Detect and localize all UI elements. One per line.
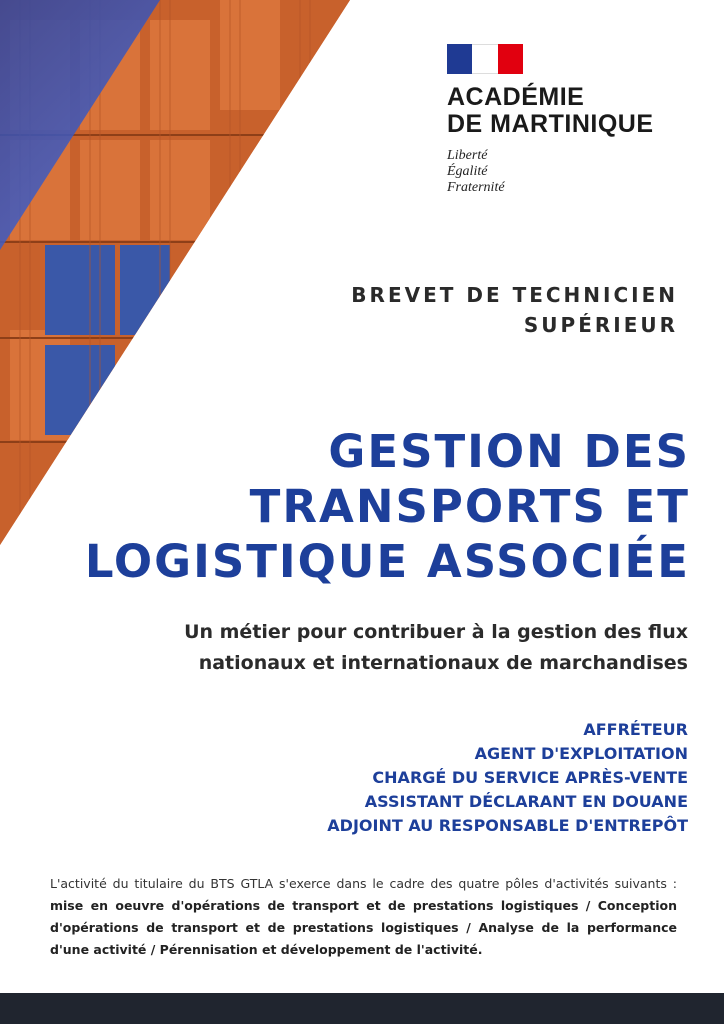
title-line1: GESTION DES [328, 425, 690, 478]
job-item: ADJOINT AU RESPONSABLE D'ENTREPÔT [327, 816, 688, 835]
activity-description [50, 873, 677, 961]
republique-flag-icon [447, 44, 523, 74]
job-item: AGENT D'EXPLOITATION [474, 744, 688, 763]
job-list [327, 718, 688, 838]
brevet-line1: BREVET DE TECHNICIEN [351, 283, 678, 307]
job-item: CHARGÉ DU SERVICE APRÈS-VENTE [372, 768, 688, 787]
diploma-title [85, 424, 690, 589]
academie-name-line1: ACADÉMIE [447, 83, 585, 111]
job-item: AFFRÉTEUR [583, 720, 688, 739]
description-intro: L'activité du titulaire du BTS GTLA s'exerce dans le cadre des quatre pôles d'activités suivants : [50, 875, 677, 891]
republic-motto [447, 148, 654, 196]
title-line3: LOGISTIQUE ASSOCIÉE [84, 535, 690, 588]
description-poles: mise en oeuvre d'opérations de transport et de prestations logistiques / Conception d'opérations de transport et de prestations logistiques / Analyse de la performance d'une activité / Pérennisation et développement de l'activité. [50, 897, 677, 957]
footer-bar [0, 993, 724, 1024]
job-item: ASSISTANT DÉCLARANT EN DOUANE [364, 792, 688, 811]
motto-fraternite: Fraternité [447, 180, 505, 195]
brevet-line2: SUPÉRIEUR [523, 313, 678, 337]
title-line2: TRANSPORTS ET [249, 480, 690, 533]
motto-liberte: Liberté [447, 148, 488, 163]
academie-name-line2: DE MARTINIQUE [447, 110, 654, 138]
diploma-level [351, 280, 678, 340]
academie-logo [447, 44, 654, 196]
motto-egalite: Égalité [447, 164, 488, 179]
tagline: Un métier pour contribuer à la gestion des flux nationaux et internationaux de marchandises [184, 621, 688, 674]
academie-name [447, 84, 654, 138]
